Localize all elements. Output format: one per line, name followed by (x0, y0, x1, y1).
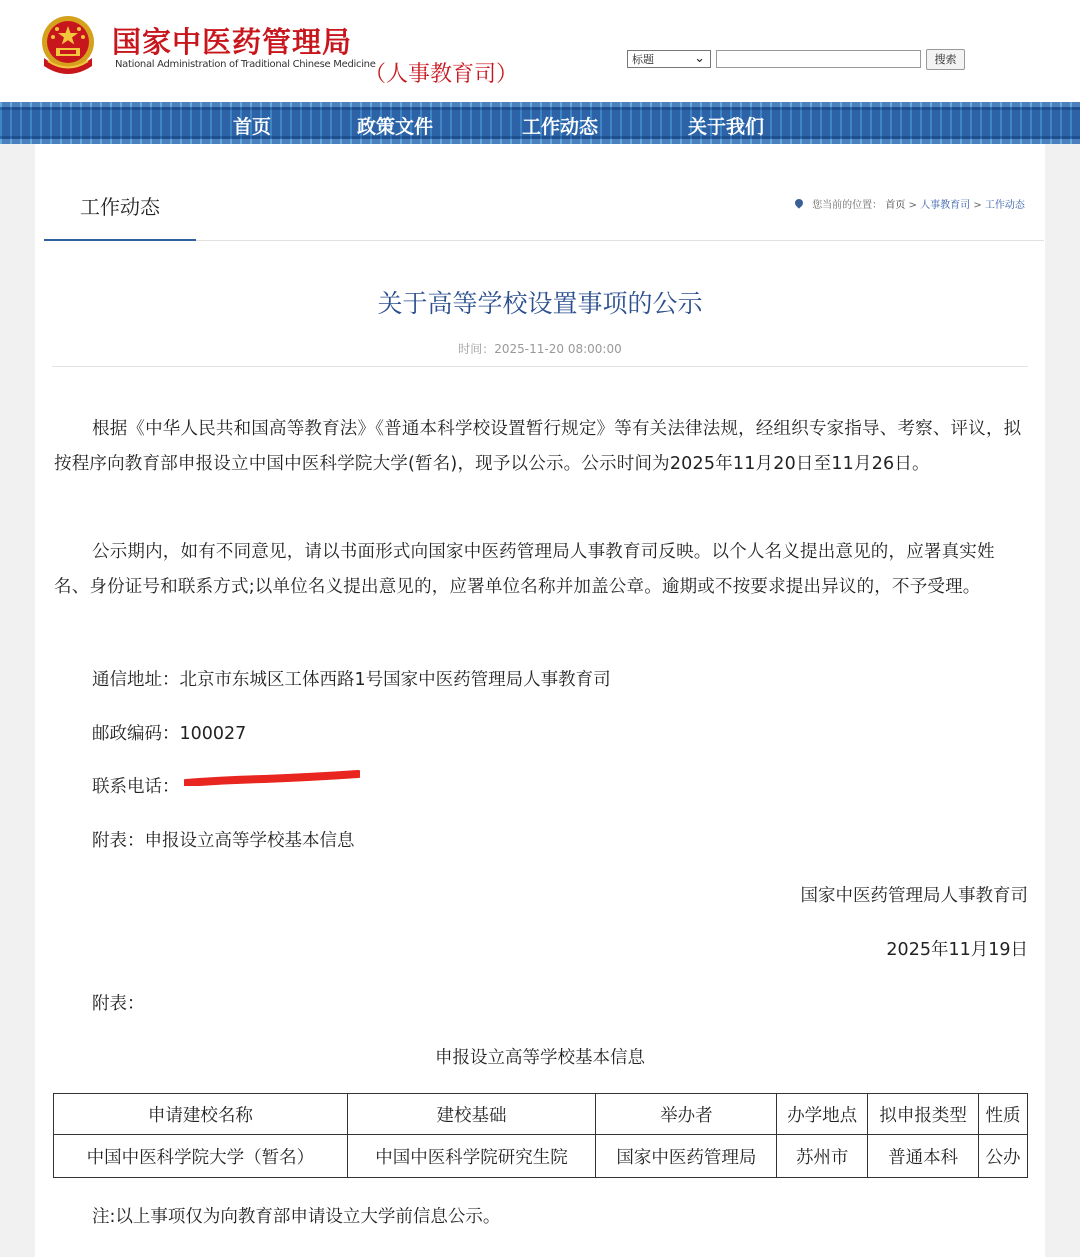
breadcrumb-department[interactable]: 人事教育司 (920, 200, 971, 211)
site-name-en: National Administration of Traditional Chinese Medicine (115, 59, 376, 70)
attachment-heading: 附表： (92, 994, 145, 1014)
table-cell: 国家中医药管理局 (596, 1135, 777, 1178)
nav-item-about-us[interactable]: 关于我们 (688, 116, 765, 138)
school-info-table (53, 1093, 1028, 1178)
table-header-cell: 办学地点 (777, 1094, 868, 1135)
chevron-down-icon: ⌄ (694, 51, 705, 66)
table-header-cell: 性质 (979, 1094, 1028, 1135)
contact-address: 通信地址：北京市东城区工体西路1号国家中医药管理局人事教育司 (92, 670, 611, 690)
breadcrumb-separator: > (908, 200, 917, 211)
attachment-line: 附表：申报设立高等学校基本信息 (92, 831, 355, 851)
breadcrumb-home[interactable]: 首页 (885, 200, 906, 211)
location-prefix: 您当前的位置： (812, 200, 883, 211)
breadcrumb-separator: > (973, 200, 982, 211)
table-cell: 公办 (979, 1135, 1028, 1178)
signature-date: 2025年11月19日 (886, 940, 1028, 960)
table-header-cell: 建校基础 (347, 1094, 596, 1135)
breadcrumb-current[interactable]: 工作动态 (984, 200, 1025, 211)
search-input[interactable] (716, 50, 921, 68)
search-field-select[interactable] (627, 50, 711, 68)
main-nav (0, 102, 1080, 144)
breadcrumb (795, 196, 1025, 211)
table-header-row (54, 1094, 1028, 1135)
signature-org: 国家中医药管理局人事教育司 (800, 886, 1028, 906)
table-header-cell: 申请建校名称 (54, 1094, 348, 1135)
article-paragraph-2: 公示期内，如有不同意见，请以书面形式向国家中医药管理局人事教育司反映。以个人名义提出意见的，应署真实姓名、身份证号和联系方式;以单位名义提出意见的，应署单位名称并加盖公章。逾期或不按要求提出异议的，不予受理。 (54, 542, 995, 597)
section-title: 工作动态 (80, 195, 160, 219)
table-cell: 中国中医科学院大学（暂名） (54, 1135, 348, 1178)
department-name: （人事教育司） (364, 62, 519, 87)
nav-item-home[interactable]: 首页 (233, 116, 272, 138)
site-name-cn: 国家中医药管理局 (112, 25, 353, 59)
phone-redaction-mark (184, 770, 360, 786)
national-emblem-icon (38, 14, 98, 80)
table-caption: 申报设立高等学校基本信息 (435, 1048, 645, 1068)
location-pin-icon (793, 197, 804, 208)
article-title: 关于高等学校设置事项的公示 (377, 289, 703, 318)
search-button[interactable]: 搜索 (926, 49, 965, 70)
article-time: 时间：2025-11-20 08:00:00 (458, 342, 622, 356)
contact-postcode: 邮政编码：100027 (92, 724, 247, 744)
footnote: 注:以上事项仅为向教育部申请设立大学前信息公示。 (92, 1207, 501, 1227)
section-title-underline (44, 239, 196, 241)
nav-item-policy-documents[interactable]: 政策文件 (357, 116, 434, 138)
table-row (54, 1135, 1028, 1178)
table-cell: 普通本科 (868, 1135, 979, 1178)
table-cell: 苏州市 (777, 1135, 868, 1178)
section-divider (196, 240, 1044, 241)
table-header-cell: 拟申报类型 (868, 1094, 979, 1135)
table-header-cell: 举办者 (596, 1094, 777, 1135)
site-header (0, 0, 1080, 102)
article-paragraph-1: 根据《中华人民共和国高等教育法》《普通本科学校设置暂行规定》等有关法律法规，经组织专家指导、考察、评议，拟按程序向教育部申报设立中国中医科学院大学(暂名)，现予以公示。公示时间为2025年11月20日至11月26日。 (54, 419, 1022, 474)
nav-item-work-news[interactable]: 工作动态 (522, 116, 599, 138)
title-divider (52, 366, 1028, 367)
search-field-selected: 标题 (632, 53, 654, 66)
table-cell: 中国中医科学院研究生院 (347, 1135, 596, 1178)
contact-phone-label: 联系电话： (92, 777, 180, 797)
